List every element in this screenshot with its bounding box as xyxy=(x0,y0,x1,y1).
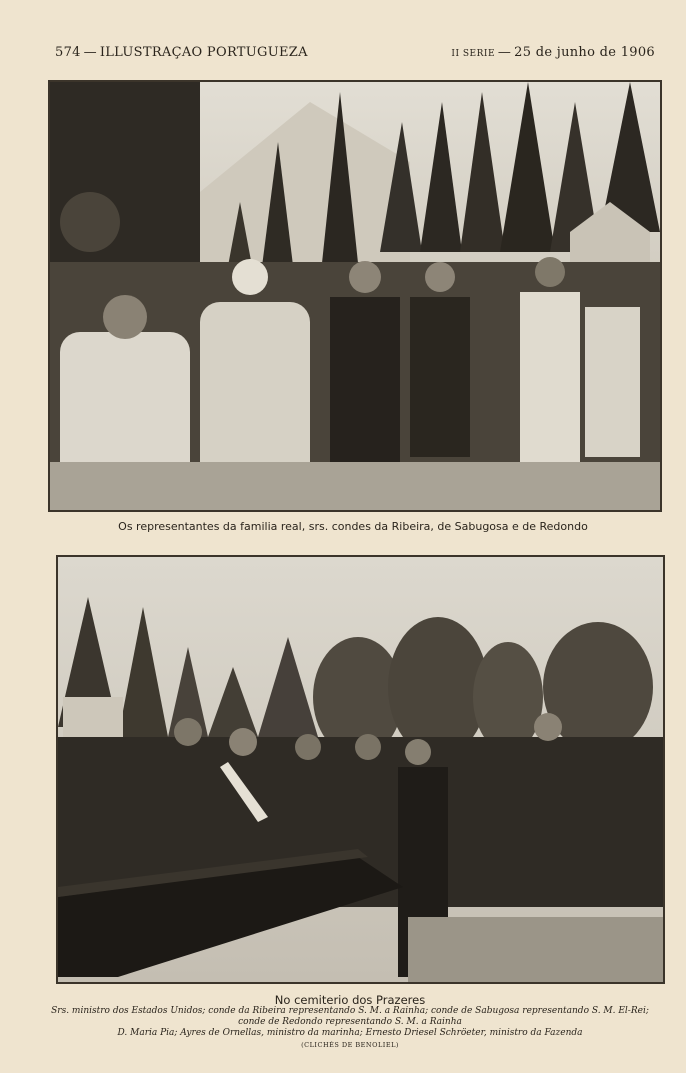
photo-credit: (CLICHÉS DE BENOLIEL) xyxy=(301,1041,399,1049)
photo-royal-representatives-image xyxy=(50,82,660,510)
photo-bottom-title: No cemiterio dos Prazeres xyxy=(274,993,426,1007)
series-label: II SERIE xyxy=(451,49,496,59)
photo-bottom-caption xyxy=(40,995,660,1051)
issue-date: 25 de junho de 1906 xyxy=(514,45,655,60)
photo-royal-representatives xyxy=(48,80,662,512)
photo-prazeres-cemetery-image xyxy=(58,557,663,982)
photo-top-caption: Os representantes da familia real, srs. condes da Ribeira, de Sabugosa e de Redondo xyxy=(118,520,588,533)
photo-prazeres-cemetery xyxy=(56,555,665,984)
caption-line-1: Srs. ministro dos Estados Unidos; conde da Ribeira representando S. M. a Rainha; conde de Sabugosa representando S. M. El-Rei; xyxy=(51,1006,649,1016)
page-header: 574 — ILLUSTRAÇAO PORTUGUEZA II SERIE — 25 de junho de 1906 xyxy=(55,45,655,60)
publication-title: ILLUSTRAÇAO PORTUGUEZA xyxy=(99,45,308,60)
caption-line-2: conde de Redondo representando S. M. a Rainha xyxy=(238,1017,462,1027)
caption-line-3: D. Maria Pia; Ayres de Ornellas, ministro da marinha; Ernesto Driesel Schröeter, ministro da Fazenda xyxy=(117,1028,583,1038)
page-number: 574 xyxy=(55,45,81,60)
